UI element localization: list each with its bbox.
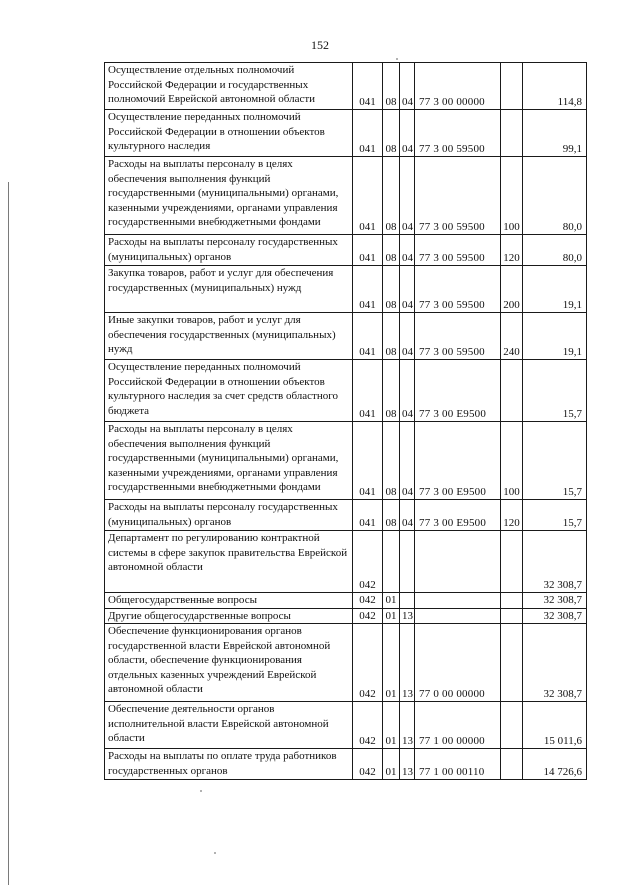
row-code-cell: 041 <box>353 157 383 235</box>
row-name-cell: Другие общегосударственные вопросы <box>105 608 353 624</box>
row-sum-cell: 15 011,6 <box>523 702 587 749</box>
scan-speck <box>214 852 216 854</box>
row-target-cell: 77 3 00 59500 <box>415 157 501 235</box>
row-expense-type-cell <box>501 593 523 609</box>
scan-margin-line <box>8 182 9 885</box>
scan-speck <box>396 58 398 60</box>
row-code-cell: 042 <box>353 749 383 780</box>
row-target-cell: 77 0 00 00000 <box>415 624 501 702</box>
row-sum-cell: 32 308,7 <box>523 624 587 702</box>
row-name-cell: Осуществление переданных полномочий Российской Федерации в отношении объектов культурного наследия за счет средств областного бюджета <box>105 360 353 422</box>
row-target-cell: 77 3 00 E9500 <box>415 360 501 422</box>
table-row <box>105 360 587 422</box>
budget-table <box>104 62 587 780</box>
row-expense-type-cell <box>501 624 523 702</box>
row-expense-type-cell: 120 <box>501 235 523 266</box>
row-expense-type-cell: 120 <box>501 500 523 531</box>
row-section-cell: 08 <box>383 157 400 235</box>
row-subsection-cell: 13 <box>400 702 415 749</box>
row-target-cell: 77 3 00 00000 <box>415 63 501 110</box>
table-row <box>105 313 587 360</box>
row-code-cell: 041 <box>353 266 383 313</box>
row-code-cell: 042 <box>353 531 383 593</box>
row-code-cell: 041 <box>353 110 383 157</box>
row-expense-type-cell: 100 <box>501 422 523 500</box>
row-section-cell: 08 <box>383 422 400 500</box>
table-row <box>105 749 587 780</box>
table-row <box>105 500 587 531</box>
row-sum-cell: 32 308,7 <box>523 531 587 593</box>
row-subsection-cell: 04 <box>400 313 415 360</box>
row-code-cell: 042 <box>353 624 383 702</box>
page-number: 152 <box>311 38 329 52</box>
row-target-cell <box>415 608 501 624</box>
table-row <box>105 157 587 235</box>
row-code-cell: 041 <box>353 360 383 422</box>
table-row <box>105 624 587 702</box>
row-name-cell: Департамент по регулированию контрактной системы в сфере закупок правительства Еврейской автономной области <box>105 531 353 593</box>
row-section-cell: 08 <box>383 500 400 531</box>
row-subsection-cell: 04 <box>400 422 415 500</box>
row-name-cell: Расходы на выплаты персоналу в целях обеспечения выполнения функций государственными (муниципальными) органами, казенными учреждениями, органами управления государственными внебюджетными фондами <box>105 422 353 500</box>
table-row <box>105 531 587 593</box>
row-target-cell: 77 3 00 E9500 <box>415 500 501 531</box>
row-name-cell: Осуществление отдельных полномочий Российской Федерации и государственных полномочий Еврейской автономной области <box>105 63 353 110</box>
row-subsection-cell: 13 <box>400 749 415 780</box>
row-target-cell: 77 3 00 59500 <box>415 313 501 360</box>
row-expense-type-cell: 240 <box>501 313 523 360</box>
row-code-cell: 042 <box>353 608 383 624</box>
row-sum-cell: 80,0 <box>523 235 587 266</box>
row-target-cell: 77 3 00 59500 <box>415 266 501 313</box>
row-code-cell: 041 <box>353 313 383 360</box>
table-row <box>105 110 587 157</box>
row-expense-type-cell: 100 <box>501 157 523 235</box>
row-name-cell: Расходы на выплаты по оплате труда работников государственных органов <box>105 749 353 780</box>
row-subsection-cell: 04 <box>400 360 415 422</box>
row-sum-cell: 14 726,6 <box>523 749 587 780</box>
row-expense-type-cell <box>501 702 523 749</box>
row-name-cell: Обеспечение деятельности органов исполнительной власти Еврейской автономной области <box>105 702 353 749</box>
row-name-cell: Расходы на выплаты персоналу государственных (муниципальных) органов <box>105 235 353 266</box>
row-subsection-cell: 04 <box>400 500 415 531</box>
row-target-cell: 77 3 00 E9500 <box>415 422 501 500</box>
row-expense-type-cell <box>501 63 523 110</box>
row-subsection-cell: 04 <box>400 235 415 266</box>
row-section-cell: 08 <box>383 235 400 266</box>
row-sum-cell: 32 308,7 <box>523 608 587 624</box>
row-section-cell: 08 <box>383 313 400 360</box>
row-subsection-cell: 04 <box>400 110 415 157</box>
row-sum-cell: 15,7 <box>523 500 587 531</box>
row-sum-cell: 19,1 <box>523 266 587 313</box>
row-name-cell: Расходы на выплаты персоналу государственных (муниципальных) органов <box>105 500 353 531</box>
row-target-cell: 77 1 00 00000 <box>415 702 501 749</box>
row-section-cell <box>383 531 400 593</box>
scan-speck <box>200 790 202 792</box>
row-section-cell: 08 <box>383 266 400 313</box>
row-name-cell: Осуществление переданных полномочий Российской Федерации в отношении объектов культурного наследия <box>105 110 353 157</box>
budget-table-body <box>105 63 587 780</box>
row-code-cell: 041 <box>353 500 383 531</box>
row-code-cell: 041 <box>353 63 383 110</box>
table-row <box>105 702 587 749</box>
row-name-cell: Расходы на выплаты персоналу в целях обеспечения выполнения функций государственными (муниципальными) органами, казенными учреждениями, органами управления государственными внебюджетными фондами <box>105 157 353 235</box>
row-sum-cell: 15,7 <box>523 360 587 422</box>
row-expense-type-cell: 200 <box>501 266 523 313</box>
row-section-cell: 01 <box>383 749 400 780</box>
row-section-cell: 01 <box>383 608 400 624</box>
row-expense-type-cell <box>501 110 523 157</box>
row-sum-cell: 15,7 <box>523 422 587 500</box>
row-expense-type-cell <box>501 608 523 624</box>
row-target-cell: 77 1 00 00110 <box>415 749 501 780</box>
row-expense-type-cell <box>501 749 523 780</box>
row-section-cell: 01 <box>383 593 400 609</box>
table-row <box>105 593 587 609</box>
row-sum-cell: 32 308,7 <box>523 593 587 609</box>
row-subsection-cell: 04 <box>400 266 415 313</box>
row-section-cell: 01 <box>383 702 400 749</box>
row-target-cell: 77 3 00 59500 <box>415 110 501 157</box>
table-row <box>105 63 587 110</box>
row-section-cell: 08 <box>383 360 400 422</box>
row-target-cell: 77 3 00 59500 <box>415 235 501 266</box>
table-row <box>105 422 587 500</box>
row-name-cell: Обеспечение функционирования органов государственной власти Еврейской автономной области, обеспечение функционирования отдельных казенных учреждений Еврейской автономной области <box>105 624 353 702</box>
row-subsection-cell <box>400 531 415 593</box>
row-sum-cell: 80,0 <box>523 157 587 235</box>
row-expense-type-cell <box>501 531 523 593</box>
row-target-cell <box>415 531 501 593</box>
row-section-cell: 08 <box>383 63 400 110</box>
row-code-cell: 042 <box>353 702 383 749</box>
table-row <box>105 235 587 266</box>
row-name-cell: Иные закупки товаров, работ и услуг для обеспечения государственных (муниципальных) нужд <box>105 313 353 360</box>
row-subsection-cell <box>400 593 415 609</box>
row-code-cell: 042 <box>353 593 383 609</box>
row-name-cell: Закупка товаров, работ и услуг для обеспечения государственных (муниципальных) нужд <box>105 266 353 313</box>
row-subsection-cell: 04 <box>400 63 415 110</box>
row-subsection-cell: 13 <box>400 624 415 702</box>
row-sum-cell: 99,1 <box>523 110 587 157</box>
row-code-cell: 041 <box>353 235 383 266</box>
table-row <box>105 608 587 624</box>
row-code-cell: 041 <box>353 422 383 500</box>
row-name-cell: Общегосударственные вопросы <box>105 593 353 609</box>
row-sum-cell: 19,1 <box>523 313 587 360</box>
row-target-cell <box>415 593 501 609</box>
table-row <box>105 266 587 313</box>
row-sum-cell: 114,8 <box>523 63 587 110</box>
row-subsection-cell: 13 <box>400 608 415 624</box>
row-subsection-cell: 04 <box>400 157 415 235</box>
row-expense-type-cell <box>501 360 523 422</box>
row-section-cell: 01 <box>383 624 400 702</box>
row-section-cell: 08 <box>383 110 400 157</box>
